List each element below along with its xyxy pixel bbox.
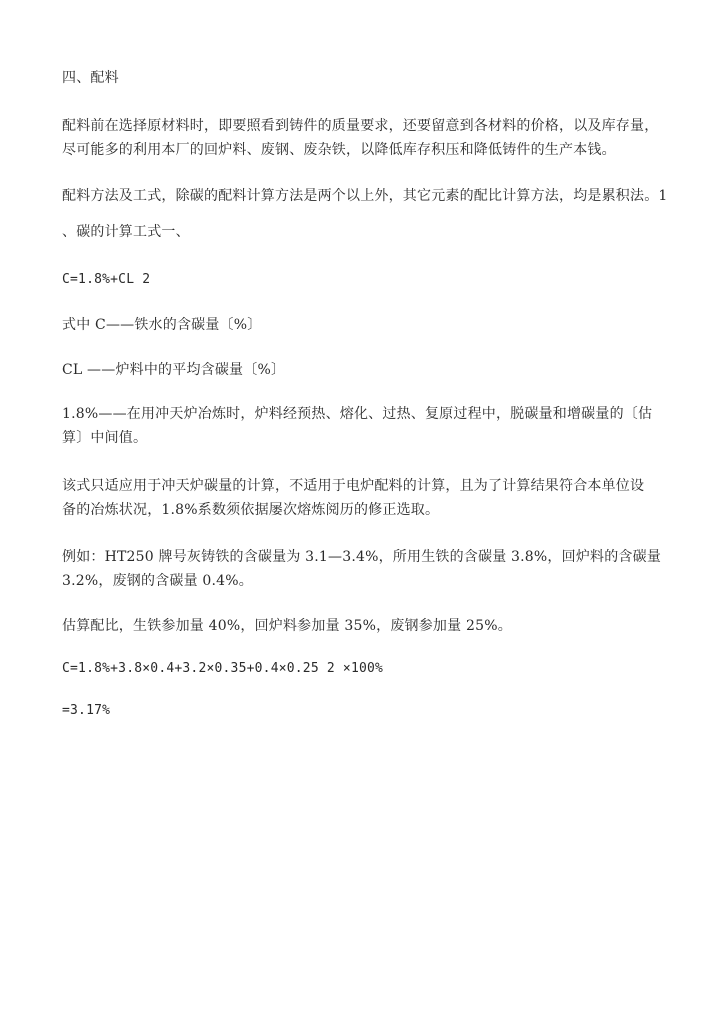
- paragraph-line: 配料前在选择原材料时，即要照看到铸件的质量要求，还要留意到各材料的价格，以及库存量，: [62, 118, 659, 134]
- example-line: 3.2%，废钢的含碳量 0.4%。: [62, 573, 253, 589]
- definition-line: 1.8%——在用冲天炉冶炼时，炉料经预热、熔化、过热、复原过程中，脱碳量和增碳量的〔估: [62, 406, 653, 422]
- definition-line: CL ——炉料中的平均含碳量〔%〕: [62, 362, 286, 378]
- formula-line: C=1.8%+3.8×0.4+3.2×0.35+0.4×0.25 2 ×100%: [62, 661, 384, 676]
- paragraph-line: 尽可能多的利用本厂的回炉料、废钢、废杂铁，以降低库存积压和降低铸件的生产本钱。: [62, 142, 616, 158]
- paragraph-line: 该式只适应用于冲天炉碳量的计算，不适用于电炉配料的计算，且为了计算结果符合本单位设: [62, 478, 645, 494]
- formula-line: C=1.8%+CL 2: [62, 272, 151, 287]
- definition-line: 算〕中间值。: [62, 430, 148, 446]
- section-heading: 四、配料: [62, 70, 119, 86]
- paragraph-line: 配料方法及工式，除碳的配料计算方法是两个以上外，其它元素的配比计算方法，均是累积法。1: [62, 188, 668, 204]
- paragraph-line: 、碳的计算工式一、: [62, 224, 190, 240]
- result-line: =3.17%: [62, 703, 111, 718]
- estimate-line: 估算配比，生铁参加量 40%，回炉料参加量 35%，废钢参加量 25%。: [62, 618, 512, 634]
- definition-line: 式中 C——铁水的含碳量〔%〕: [62, 317, 262, 333]
- paragraph-line: 备的冶炼状况，1.8%系数须依据屡次熔炼阅历的修正选取。: [62, 502, 440, 518]
- example-line: 例如：HT250 牌号灰铸铁的含碳量为 3.1—3.4%，所用生铁的含碳量 3.8%，回炉料的含碳量: [62, 549, 662, 565]
